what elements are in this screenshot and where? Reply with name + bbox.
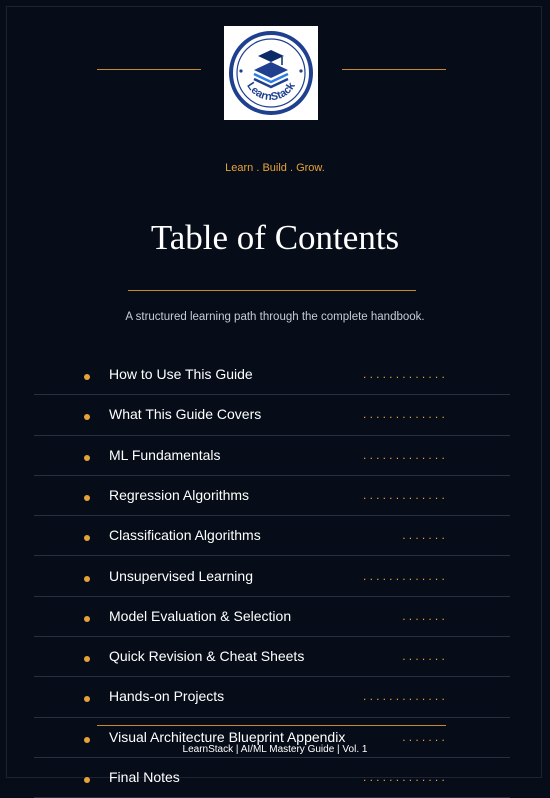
toc-entry[interactable] — [34, 557, 510, 597]
bullet-icon — [84, 455, 90, 461]
toc-entry[interactable] — [34, 476, 510, 516]
toc-entry-label: Regression Algorithms — [109, 486, 250, 503]
graduation-cap-icon — [224, 26, 318, 120]
toc-leader-dots: ....... — [402, 729, 448, 744]
toc-leader-dots: ....... — [402, 528, 448, 543]
toc-entry-label: ML Fundamentals — [109, 446, 221, 463]
logo-text: LearnStack — [244, 80, 298, 104]
header-rule-left — [97, 69, 201, 70]
title-underline — [128, 290, 416, 291]
learnstack-logo — [224, 26, 318, 120]
toc-leader-dots: ....... — [402, 649, 448, 664]
toc-leader-dots: ............. — [363, 447, 448, 462]
toc-leader-dots: ............. — [363, 689, 448, 704]
toc-entry[interactable] — [34, 758, 510, 798]
toc-entry[interactable] — [34, 355, 510, 395]
bullet-icon — [84, 576, 90, 582]
toc-entry[interactable] — [34, 597, 510, 637]
toc-entry-label: Model Evaluation & Selection — [109, 607, 292, 624]
toc-entry-label: Classification Algorithms — [109, 527, 261, 544]
toc-entry-label: Visual Architecture Blueprint Appendix — [109, 728, 346, 745]
bullet-icon — [84, 535, 90, 541]
bullet-icon — [84, 414, 90, 420]
bullet-icon — [84, 696, 90, 702]
toc-entry-label: Unsupervised Learning — [109, 567, 253, 584]
page-title: Table of Contents — [150, 218, 400, 257]
toc-entry[interactable] — [34, 395, 510, 435]
toc-entry-label: Quick Revision & Cheat Sheets — [109, 648, 305, 665]
bullet-icon — [84, 656, 90, 662]
tagline: Learn . Build . Grow. — [225, 162, 325, 174]
toc-leader-dots: ............. — [363, 487, 448, 502]
toc-leader-dots: ....... — [402, 608, 448, 623]
toc-entry-label: What This Guide Covers — [109, 406, 262, 423]
header-rule-right — [342, 69, 446, 70]
bullet-icon — [84, 737, 90, 743]
bullet-icon — [84, 777, 90, 783]
toc-entry-label: How to Use This Guide — [109, 366, 253, 382]
toc-leader-dots: ............. — [363, 568, 448, 583]
toc-entry[interactable] — [34, 637, 510, 677]
toc-entry[interactable] — [34, 436, 510, 476]
toc-entry[interactable] — [34, 516, 510, 556]
bullet-icon — [84, 495, 90, 501]
toc-leader-dots: ............. — [363, 407, 448, 422]
toc-entry-label: Hands-on Projects — [109, 688, 225, 705]
subtitle: A structured learning path through the complete handbook. — [125, 311, 425, 323]
toc-entry-label: Final Notes — [109, 769, 180, 785]
bullet-icon — [84, 374, 90, 380]
toc-entry[interactable] — [34, 677, 510, 717]
toc-leader-dots: ............. — [363, 367, 448, 381]
footer-rule — [97, 725, 446, 726]
toc-leader-dots: ............. — [363, 770, 448, 784]
bullet-icon — [84, 616, 90, 622]
page-footer: LearnStack | AI/ML Mastery Guide | Vol. 1 — [182, 744, 368, 755]
